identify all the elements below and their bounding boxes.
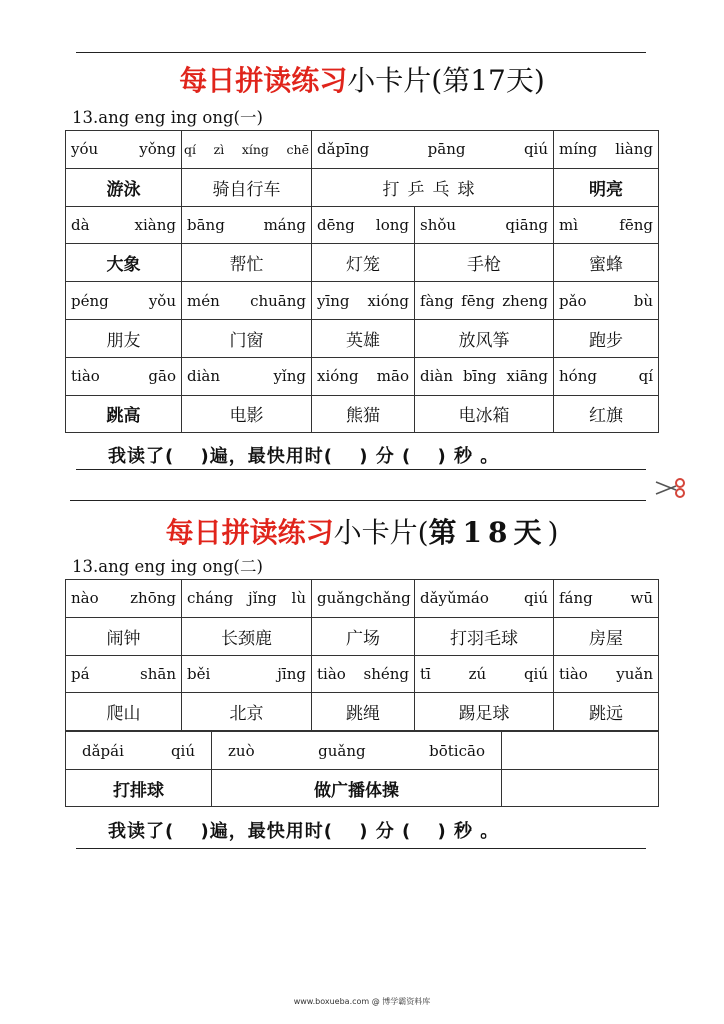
card2-title-red: 每日拼读练习	[165, 516, 334, 549]
card1-hanzi-row	[66, 244, 659, 282]
card1-pinyin-cell	[312, 357, 415, 395]
pinyin-syllable: qiú	[523, 664, 548, 683]
pinyin-syllable: mì	[559, 215, 579, 234]
pinyin-syllable: zì	[213, 141, 225, 157]
card1-pinyin-cell	[554, 206, 659, 244]
card2-title-black: 小卡片(	[333, 516, 429, 549]
pinyin-syllable: nào	[71, 589, 99, 608]
pinyin-syllable: zú	[468, 664, 487, 683]
card1-hanzi-cell	[66, 319, 182, 357]
pinyin-syllable: jǐng	[248, 589, 277, 608]
card2-hanzi-cell	[212, 770, 502, 807]
pinyin-syllable: bīng	[462, 367, 497, 386]
card1-pinyin-cell	[66, 282, 182, 320]
card2-title	[0, 515, 724, 551]
hanzi-word: 游泳	[106, 179, 141, 200]
site-credit: www.boxueba.com @ 博学霸资料库	[293, 997, 431, 1006]
pinyin-syllable: wū	[630, 589, 653, 608]
pinyin-syllable: qí	[638, 367, 653, 386]
top-rule	[76, 52, 646, 53]
card1-hanzi-cell	[66, 244, 182, 282]
hanzi-word: 长颈鹿	[221, 628, 272, 649]
pinyin-syllable: long	[375, 215, 409, 234]
hanzi-word: 打排球	[113, 780, 164, 801]
pinyin-syllable: tiào	[71, 367, 100, 386]
card2-hanzi-cell	[66, 693, 182, 731]
pinyin-syllable: bāng	[187, 215, 225, 234]
pinyin-syllable: fáng	[559, 589, 593, 608]
card2-pinyin-cell	[415, 655, 554, 693]
pinyin-syllable: dà	[71, 215, 90, 234]
pinyin-syllable: dēng	[317, 215, 355, 234]
card1-pinyin-cell	[182, 206, 312, 244]
pinyin-syllable: yuǎn	[616, 664, 653, 683]
pinyin-syllable: tiào	[317, 664, 346, 683]
pinyin-syllable: xíng	[241, 141, 269, 157]
hanzi-word: 熊猫	[346, 406, 380, 427]
pinyin-syllable: jīng	[277, 664, 306, 683]
pinyin-syllable: yóu	[71, 140, 99, 159]
card1-pinyin-cell	[415, 206, 554, 244]
pinyin-syllable: dǎpīng	[317, 140, 370, 159]
pinyin-syllable: chē	[286, 141, 309, 157]
pinyin-syllable: cháng	[187, 589, 234, 608]
pinyin-syllable: fēng	[619, 215, 653, 234]
pinyin-syllable: xiàng	[134, 215, 176, 234]
hanzi-word: 爬山	[106, 704, 141, 725]
pinyin-syllable: zheng	[502, 291, 548, 310]
pinyin-syllable: xióng	[367, 291, 409, 310]
pinyin-syllable: yīng	[317, 291, 350, 310]
card1-bottom-rule	[76, 469, 646, 470]
pinyin-syllable: míng	[559, 140, 598, 159]
pinyin-syllable: fàng	[420, 291, 454, 310]
pinyin-syllable: xióng	[317, 367, 359, 386]
card1-table	[65, 130, 659, 433]
card1-pinyin-cell	[66, 206, 182, 244]
hanzi-word: 骑自行车	[212, 179, 281, 200]
hanzi-word: 跳绳	[346, 704, 380, 725]
card2-table	[65, 579, 659, 731]
hanzi-word: 门窗	[229, 330, 264, 351]
hanzi-word: 蜜蜂	[589, 255, 623, 276]
card1-pinyin-cell	[312, 131, 554, 169]
hanzi-word: 明亮	[589, 179, 623, 200]
card1-hanzi-cell	[182, 168, 312, 206]
hanzi-word: 做广播体操	[314, 780, 399, 801]
card2-pinyin-cell	[212, 732, 502, 770]
hanzi-word: 手枪	[467, 255, 501, 276]
pinyin-syllable: diàn	[187, 367, 221, 386]
pinyin-syllable: tiào	[559, 664, 588, 683]
pinyin-syllable: zhōng	[130, 589, 176, 608]
card2-pinyin-cell	[66, 655, 182, 693]
card1-pinyin-cell	[554, 357, 659, 395]
pinyin-syllable: pǎo	[559, 291, 587, 310]
card1-pinyin-cell	[182, 131, 312, 169]
card2-bottom-rule	[76, 848, 646, 849]
hanzi-word: 广场	[346, 628, 380, 649]
pinyin-syllable: yǒu	[148, 291, 176, 310]
card1-hanzi-row	[66, 168, 659, 206]
pinyin-syllable: chuāng	[250, 291, 306, 310]
card2-hanzi-cell	[312, 617, 415, 655]
pinyin-syllable: hóng	[559, 367, 597, 386]
hanzi-word: 跳高	[106, 406, 141, 427]
card1-hanzi-cell	[182, 319, 312, 357]
card2-hanzi-cell	[554, 693, 659, 731]
card1-hanzi-cell	[182, 244, 312, 282]
card1-pinyin-row	[66, 131, 659, 169]
hanzi-word: 踢足球	[458, 704, 510, 725]
card2-footer: 我读了( )遍，最快用时( ) 分 ( ) 秒 。	[108, 821, 500, 842]
card2-pinyin-cell	[312, 580, 415, 618]
hanzi-word: 闹钟	[106, 628, 141, 649]
hanzi-word: 电冰箱	[458, 406, 510, 427]
pinyin-syllable: gāo	[148, 367, 176, 386]
card2-hanzi-cell	[312, 693, 415, 731]
hanzi-word: 电影	[229, 406, 264, 427]
pinyin-syllable: bù	[633, 291, 653, 310]
pinyin-syllable: qiú	[170, 741, 195, 760]
pinyin-syllable: yǐng	[273, 367, 306, 386]
pinyin-syllable: qiú	[523, 140, 548, 159]
card2-pinyin-cell	[554, 580, 659, 618]
pinyin-syllable: fēng	[461, 291, 495, 310]
card2-pinyin-row	[66, 732, 659, 770]
card1-pinyin-cell	[554, 282, 659, 320]
pinyin-syllable: qiāng	[505, 215, 548, 234]
card2-pinyin-cell	[415, 580, 554, 618]
hanzi-word: 房屋	[589, 628, 623, 649]
scissors-icon	[654, 476, 688, 500]
card1-hanzi-cell	[554, 168, 659, 206]
card1-pinyin-cell	[182, 282, 312, 320]
hanzi-word: 打羽毛球	[450, 628, 518, 649]
card1-pinyin-cell	[312, 206, 415, 244]
pinyin-syllable: māo	[376, 367, 409, 386]
pinyin-syllable: tī	[420, 664, 431, 683]
hanzi-word: 帮忙	[229, 255, 264, 276]
pinyin-syllable: liàng	[615, 140, 653, 159]
card2-hanzi-cell	[182, 693, 312, 731]
hanzi-word: 红旗	[589, 406, 623, 427]
card1-hanzi-cell	[66, 395, 182, 433]
hanzi-word: 朋友	[106, 330, 141, 351]
card1-pinyin-cell	[66, 131, 182, 169]
card1-pinyin-row	[66, 206, 659, 244]
card1-title-red: 每日拼读练习	[179, 64, 348, 97]
card1-hanzi-cell	[312, 395, 415, 433]
card1-hanzi-cell	[415, 395, 554, 433]
hanzi-word: 跳远	[589, 704, 623, 725]
card1-hanzi-cell	[182, 395, 312, 433]
card1-pinyin-cell	[415, 357, 554, 395]
hanzi-word: 北京	[229, 704, 264, 725]
card2-hanzi-cell	[415, 617, 554, 655]
card1-hanzi-cell	[312, 319, 415, 357]
card1-hanzi-cell	[554, 395, 659, 433]
card1-footer: 我读了( )遍，最快用时( ) 分 ( ) 秒 。	[108, 446, 500, 467]
card1-hanzi-cell	[312, 244, 415, 282]
pinyin-syllable: máng	[263, 215, 306, 234]
card1-hanzi-cell	[415, 319, 554, 357]
hanzi-word: 放风筝	[458, 330, 510, 351]
pinyin-syllable: dǎyǔmáo	[420, 589, 489, 608]
card2-pinyin-cell	[312, 655, 415, 693]
card1-title-black: 小卡片(第17天)	[347, 64, 545, 97]
pinyin-syllable: guǎng	[317, 589, 365, 608]
empty-cell	[502, 732, 659, 770]
card1-pinyin-cell	[415, 282, 554, 320]
card2-title-close: )	[547, 516, 559, 549]
card1-hanzi-cell	[554, 319, 659, 357]
hanzi-word: 打乒乓球	[382, 179, 483, 200]
pinyin-syllable: péng	[71, 291, 109, 310]
card2-hanzi-cell	[554, 617, 659, 655]
pinyin-syllable: yǒng	[139, 140, 176, 159]
pinyin-syllable: qí	[184, 141, 196, 157]
card1-pinyin-cell	[66, 357, 182, 395]
pinyin-syllable: shǒu	[420, 215, 457, 234]
card2-pinyin-cell	[66, 580, 182, 618]
card2-pinyin-row	[66, 580, 659, 618]
card2-hanzi-cell	[415, 693, 554, 731]
pinyin-syllable: shān	[140, 664, 176, 683]
card2-hanzi-cell	[66, 770, 212, 807]
card2-pinyin-cell	[66, 732, 212, 770]
card1-subtitle: 13.ang eng ing ong(一)	[72, 108, 263, 127]
card2-pinyin-cell	[554, 655, 659, 693]
card2-subtitle: 13.ang eng ing ong(二)	[72, 557, 263, 576]
pinyin-syllable: dǎpái	[82, 741, 124, 760]
hanzi-word: 大象	[106, 255, 141, 276]
card1-pinyin-cell	[554, 131, 659, 169]
pinyin-syllable: shéng	[363, 664, 409, 683]
card2-pinyin-cell	[182, 580, 312, 618]
card1-hanzi-cell	[66, 168, 182, 206]
pinyin-syllable: pá	[71, 664, 90, 683]
pinyin-syllable: mén	[187, 291, 220, 310]
pinyin-syllable: guǎng	[318, 741, 366, 760]
pinyin-syllable: pāng	[427, 140, 466, 159]
card2-hanzi-row	[66, 770, 659, 807]
card2-title-day: 第18天	[428, 516, 548, 549]
card1-hanzi-cell	[312, 168, 554, 206]
card1-title	[0, 63, 724, 99]
card1-hanzi-cell	[554, 244, 659, 282]
pinyin-syllable: lù	[291, 589, 306, 608]
hanzi-word: 跑步	[589, 330, 623, 351]
empty-cell	[502, 770, 659, 807]
card2-hanzi-cell	[182, 617, 312, 655]
card1-hanzi-row	[66, 395, 659, 433]
card1-pinyin-cell	[182, 357, 312, 395]
card2-hanzi-row	[66, 693, 659, 731]
pinyin-syllable: xiāng	[506, 367, 548, 386]
card1-pinyin-row	[66, 282, 659, 320]
card2-hanzi-cell	[66, 617, 182, 655]
card1-hanzi-cell	[415, 244, 554, 282]
card2-top-rule	[70, 500, 646, 501]
card1-hanzi-row	[66, 319, 659, 357]
pinyin-syllable: bōticāo	[429, 741, 485, 760]
hanzi-word: 灯笼	[346, 255, 380, 276]
pinyin-syllable: běi	[187, 664, 211, 683]
card1-pinyin-row	[66, 357, 659, 395]
card2-pinyin-cell	[182, 655, 312, 693]
pinyin-syllable: qiú	[523, 589, 548, 608]
card1-pinyin-cell	[312, 282, 415, 320]
hanzi-word: 英雄	[346, 330, 380, 351]
card2-last-table	[65, 731, 659, 807]
pinyin-syllable: zuò	[228, 741, 255, 760]
card2-pinyin-row	[66, 655, 659, 693]
pinyin-syllable: diàn	[420, 367, 454, 386]
card2-hanzi-row	[66, 617, 659, 655]
pinyin-syllable: chǎng	[364, 589, 411, 608]
